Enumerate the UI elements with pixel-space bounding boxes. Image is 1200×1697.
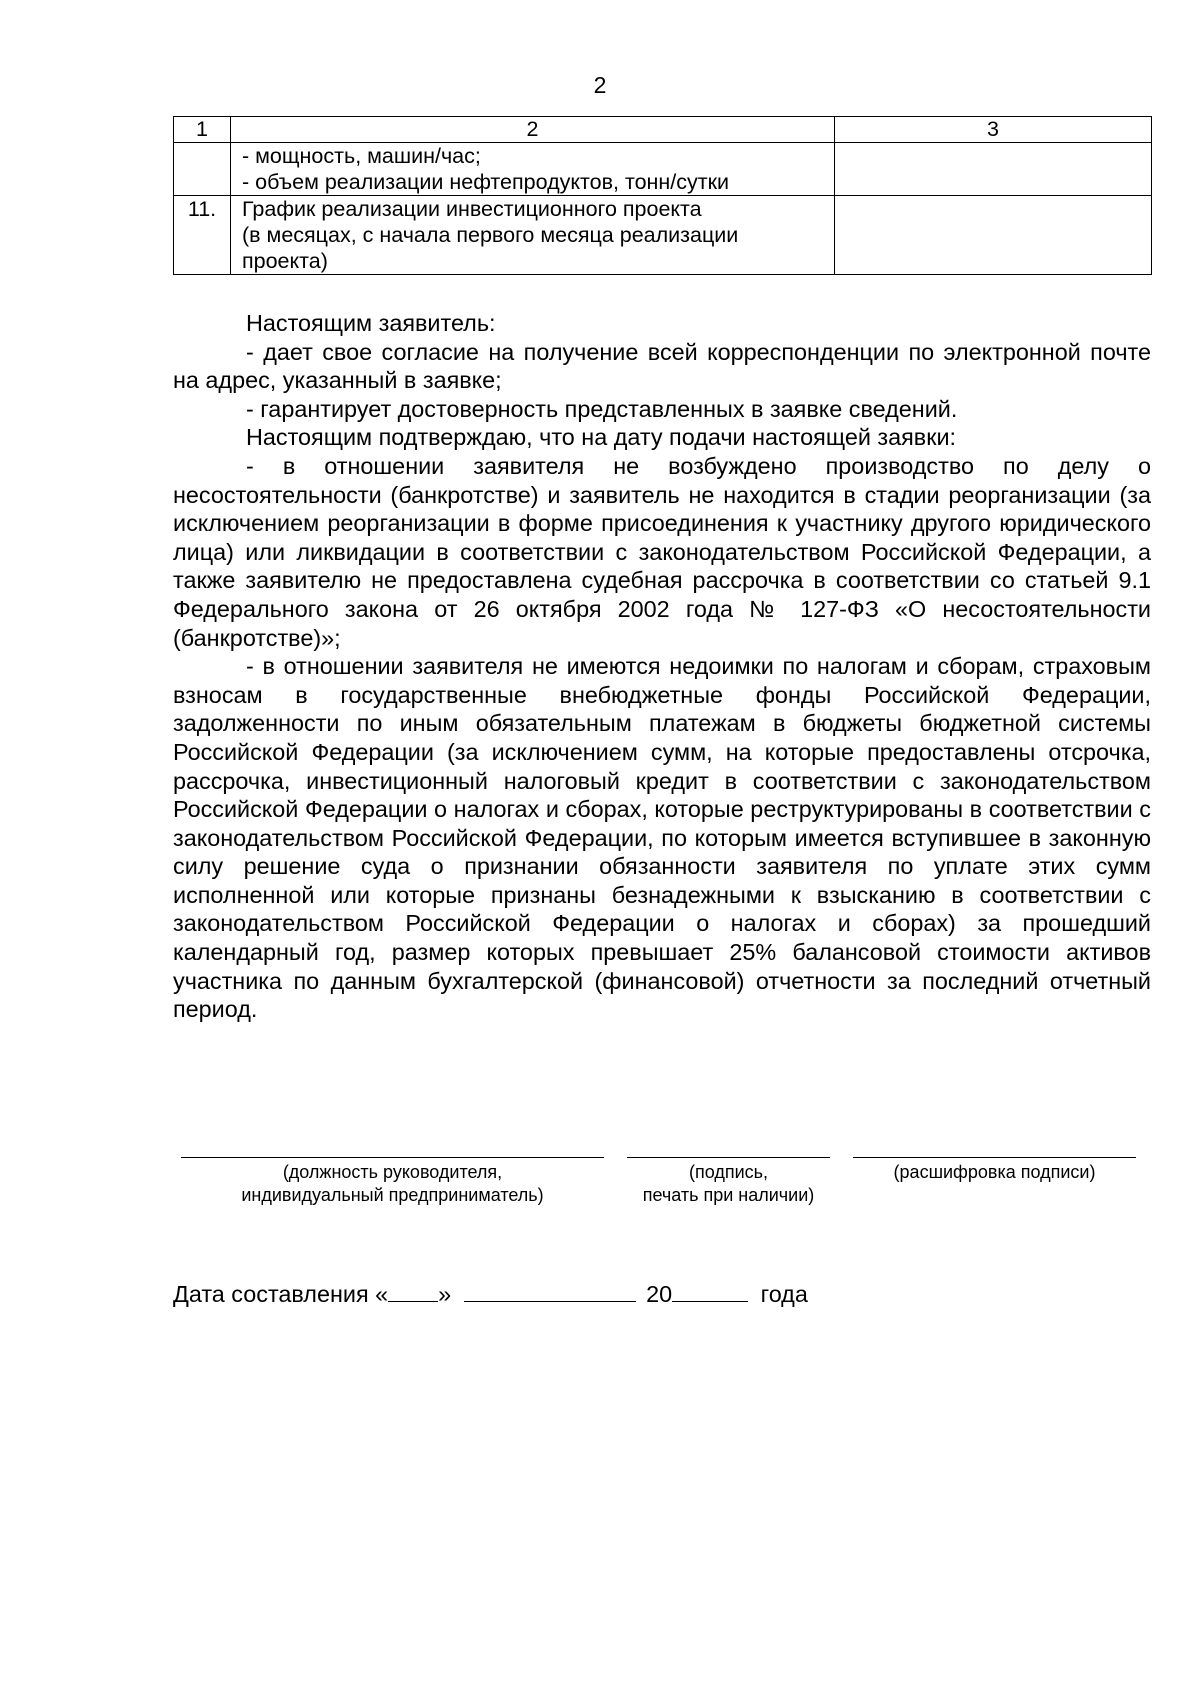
data-table	[173, 116, 1152, 275]
date-suffix: года	[760, 1281, 808, 1307]
month-blank	[464, 1280, 636, 1302]
row-value-cell	[835, 143, 1152, 196]
row-number-cell	[174, 143, 231, 196]
paragraph: - в отношении заявителя не имеются недоимки по налогам и сборам, страховым взносам в государственные внебюджетные фонды Российской Федерации, задолженности по иным обязательным платежам в бюджеты бюджетной системы Российской Федерации (за исключением сумм, на которые предоставлены отсрочка, рассрочка, инвестиционный налоговый кредит в соответствии с законодательством Российской Федерации о налогах и сборах, которые реструктурированы в соответствии с законодательством Российской Федерации, по которым имеется вступившее в законную силу решение суда о признании обязанности заявителя по уплате этих сумм исполненной или которые признаны безнадежными к взысканию в соответствии с законодательством Российской Федерации о налогах и сборах) за прошедший календарный год, размер которых превышает 25% балансовой стоимости активов участника по данным бухгалтерской (финансовой) отчетности за последний отчетный период.	[173, 653, 1151, 1023]
table-header-row	[174, 117, 1152, 143]
signature-caption-line: (подпись,	[688, 1162, 769, 1182]
row-description-line: проекта)	[242, 249, 328, 273]
decoding-signature-line	[853, 1157, 1136, 1158]
row-number-cell: 11.	[174, 196, 231, 275]
position-caption-line: индивидуальный предприниматель)	[241, 1185, 544, 1205]
table-header-cell: 1	[174, 117, 231, 143]
paragraph: - дает свое согласие на получение всей корреспонденции по электронной почте на адрес, указанный в заявке;	[173, 338, 1151, 394]
year-prefix: 20	[646, 1281, 673, 1307]
day-blank	[388, 1280, 438, 1302]
row-description-line: График реализации инвестиционного проекта	[242, 197, 702, 221]
signature-line	[627, 1157, 830, 1158]
signature-caption	[617, 1161, 840, 1207]
row-description-cell	[231, 143, 835, 196]
row-description-line: - мощность, машин/час;	[242, 144, 481, 168]
paragraph: Настоящим подтверждаю, что на дату подачи настоящей заявки:	[246, 424, 957, 451]
decoding-caption-line: (расшифровка подписи)	[893, 1162, 1096, 1182]
declaration-text	[173, 309, 1151, 1024]
paragraph: - гарантирует достоверность представленных в заявке сведений.	[246, 395, 958, 422]
position-signature-line	[181, 1157, 604, 1158]
date-line	[173, 1280, 808, 1308]
table-row	[174, 196, 1152, 275]
row-description-line: - объем реализации нефтепродуктов, тонн/сутки	[242, 170, 730, 194]
paragraph: Настоящим заявитель:	[246, 310, 496, 336]
row-description-line: (в месяцах, с начала первого месяца реализации	[242, 223, 739, 247]
table-row	[174, 143, 1152, 196]
position-caption-line: (должность руководителя,	[282, 1162, 503, 1182]
row-value-cell	[835, 196, 1152, 275]
signature-caption-line: печать при наличии)	[642, 1185, 815, 1205]
date-quote-close: »	[438, 1281, 452, 1307]
date-prefix: Дата составления «	[173, 1281, 389, 1307]
row-description-cell	[231, 196, 835, 275]
paragraph: - в отношении заявителя не возбуждено производство по делу о несостоятельности (банкротстве) и заявитель не находится в стадии реорганизации (за исключением реорганизации в форме присоединения к участнику другого юридического лица) или ликвидации в соответствии с законодательством Российской Федерации, а также заявителю не предоставлена судебная рассрочка в соответствии со статьей 9.1 Федерального закона от 26 октября 2002 года № 127-ФЗ «О несостоятельности (банкротстве)»;	[173, 452, 1151, 651]
position-caption	[181, 1161, 604, 1207]
table-header-cell: 3	[835, 117, 1152, 143]
page-number: 2	[593, 72, 607, 98]
year-blank	[672, 1280, 748, 1302]
table-header-cell: 2	[231, 117, 835, 143]
decoding-caption	[853, 1161, 1136, 1184]
